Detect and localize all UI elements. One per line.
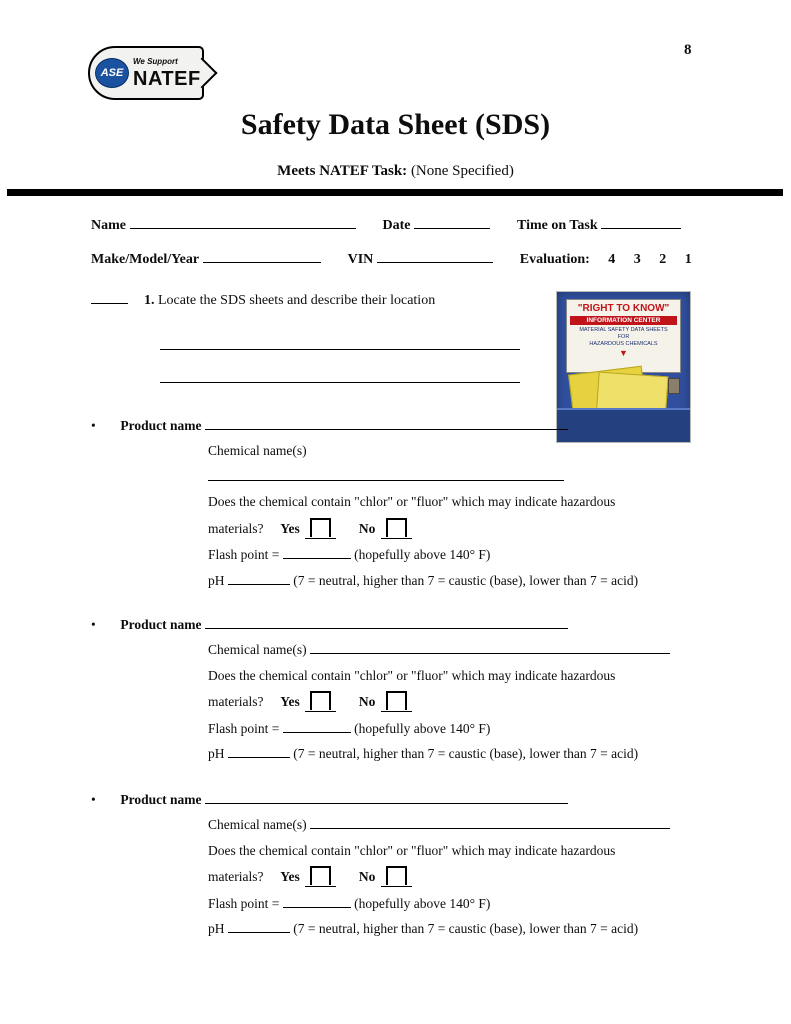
ph-blank[interactable] <box>228 745 290 758</box>
sign-line-3: HAZARDOUS CHEMICALS <box>589 341 658 348</box>
task-1-answer-line-2[interactable] <box>160 370 520 387</box>
sign-line-1: MATERIAL SAFETY DATA SHEETS <box>579 327 668 333</box>
product-name-blank[interactable] <box>205 417 568 430</box>
product-name-label: Product name <box>120 792 202 807</box>
yes-label: Yes <box>280 694 300 709</box>
yes-checkbox[interactable] <box>305 691 336 712</box>
natef-label: NATEF <box>133 67 201 90</box>
flash-point-hint: (hopefully above 140° F) <box>354 895 491 911</box>
chemical-name-blank[interactable] <box>310 816 670 829</box>
page-number: 8 <box>684 42 692 58</box>
flash-point-hint: (hopefully above 140° F) <box>354 547 491 562</box>
right-to-know-sign <box>566 299 681 373</box>
evaluation-score-1[interactable]: 1 <box>684 252 692 267</box>
pocket-latch <box>668 378 680 394</box>
hazard-question-cont: materials? <box>208 694 264 709</box>
flash-point-label: Flash point = <box>208 547 280 562</box>
ph-hint: (7 = neutral, higher than 7 = caustic (base), lower than 7 = acid) <box>293 572 639 588</box>
date-blank[interactable] <box>414 216 490 229</box>
ph-label: pH <box>208 572 225 588</box>
product-section-3 <box>91 791 731 945</box>
header-row-2 <box>91 250 692 268</box>
natef-logo <box>88 46 216 100</box>
evaluation-scores <box>593 252 692 268</box>
hazard-question: Does the chemical contain "chlor" or "fluor" which may indicate hazardous <box>208 842 616 858</box>
product-section-2 <box>91 616 731 770</box>
vin-blank[interactable] <box>377 250 493 263</box>
product-name-blank[interactable] <box>205 791 568 804</box>
task-1-text: Locate the SDS sheets and describe their location <box>158 293 436 308</box>
chemical-name-label: Chemical name(s) <box>208 817 307 832</box>
flash-point-label: Flash point = <box>208 895 280 911</box>
flash-point-blank[interactable] <box>283 546 351 559</box>
hazard-question-cont: materials? <box>208 520 264 536</box>
make-model-year-blank[interactable] <box>203 250 321 263</box>
chemical-name-label: Chemical name(s) <box>208 443 307 458</box>
evaluation-label: Evaluation: <box>519 252 590 267</box>
no-checkbox[interactable] <box>381 866 412 887</box>
no-label: No <box>358 869 376 884</box>
evaluation-score-3[interactable]: 3 <box>633 252 641 267</box>
bullet-icon: • <box>91 792 96 807</box>
divider-rule <box>7 189 783 196</box>
make-model-year-label: Make/Model/Year <box>91 252 200 267</box>
name-blank[interactable] <box>130 216 356 229</box>
no-checkbox[interactable] <box>381 518 412 539</box>
chemical-name-blank[interactable] <box>208 468 564 481</box>
chemical-name-blank[interactable] <box>310 641 670 654</box>
task-1-number: 1. <box>144 293 155 308</box>
task-1-line <box>91 291 435 309</box>
ph-label: pH <box>208 921 225 936</box>
ph-label: pH <box>208 746 225 761</box>
task-1-answer-line-1[interactable] <box>160 337 520 354</box>
chemical-name-label: Chemical name(s) <box>208 642 307 657</box>
vin-label: VIN <box>347 252 374 267</box>
no-label: No <box>358 520 376 536</box>
yes-label: Yes <box>280 869 300 884</box>
hazard-question: Does the chemical contain "chlor" or "fluor" which may indicate hazardous <box>208 494 616 509</box>
yes-checkbox[interactable] <box>305 518 336 539</box>
ph-blank[interactable] <box>228 920 290 933</box>
product-name-label: Product name <box>120 617 202 632</box>
evaluation-score-4[interactable]: 4 <box>608 252 616 267</box>
sign-title: "RIGHT TO KNOW" <box>577 303 670 314</box>
bullet-icon: • <box>91 617 96 632</box>
yes-label: Yes <box>280 520 300 536</box>
no-checkbox[interactable] <box>381 691 412 712</box>
ase-badge-icon: ASE <box>95 58 129 88</box>
sign-banner: INFORMATION CENTER <box>570 316 677 325</box>
meets-task-label: Meets NATEF Task: <box>277 163 408 179</box>
hazard-question-cont: materials? <box>208 869 264 884</box>
ph-blank[interactable] <box>228 572 290 585</box>
ph-hint: (7 = neutral, higher than 7 = caustic (base), lower than 7 = acid) <box>293 921 639 936</box>
product-name-label: Product name <box>120 418 202 433</box>
flash-point-label: Flash point = <box>208 720 280 736</box>
time-on-task-blank[interactable] <box>601 216 681 229</box>
hazard-question: Does the chemical contain "chlor" or "fluor" which may indicate hazardous <box>208 667 616 683</box>
evaluation-score-2[interactable]: 2 <box>659 252 667 267</box>
logo-key-shape <box>88 46 204 100</box>
header-row-1 <box>91 216 681 234</box>
we-support-label: We Support <box>133 56 178 66</box>
no-label: No <box>358 694 376 709</box>
bullet-icon: • <box>91 418 96 433</box>
product-name-blank[interactable] <box>205 616 568 629</box>
task-1-check-blank[interactable] <box>91 291 128 304</box>
sign-down-arrow-icon: ▼ <box>619 348 628 359</box>
yes-checkbox[interactable] <box>305 866 336 887</box>
meets-task-value: (None Specified) <box>410 163 514 179</box>
page-title: Safety Data Sheet (SDS) <box>240 108 551 141</box>
flash-point-blank[interactable] <box>283 720 351 733</box>
product-section-1 <box>91 417 731 596</box>
flash-point-hint: (hopefully above 140° F) <box>354 720 491 736</box>
time-on-task-label: Time on Task <box>517 218 598 233</box>
flash-point-blank[interactable] <box>283 895 351 908</box>
date-label: Date <box>382 218 411 233</box>
ph-hint: (7 = neutral, higher than 7 = caustic (base), lower than 7 = acid) <box>293 746 639 761</box>
sign-line-2: FOR <box>617 334 630 341</box>
name-label: Name <box>91 218 126 233</box>
meets-natef-task <box>0 163 791 180</box>
